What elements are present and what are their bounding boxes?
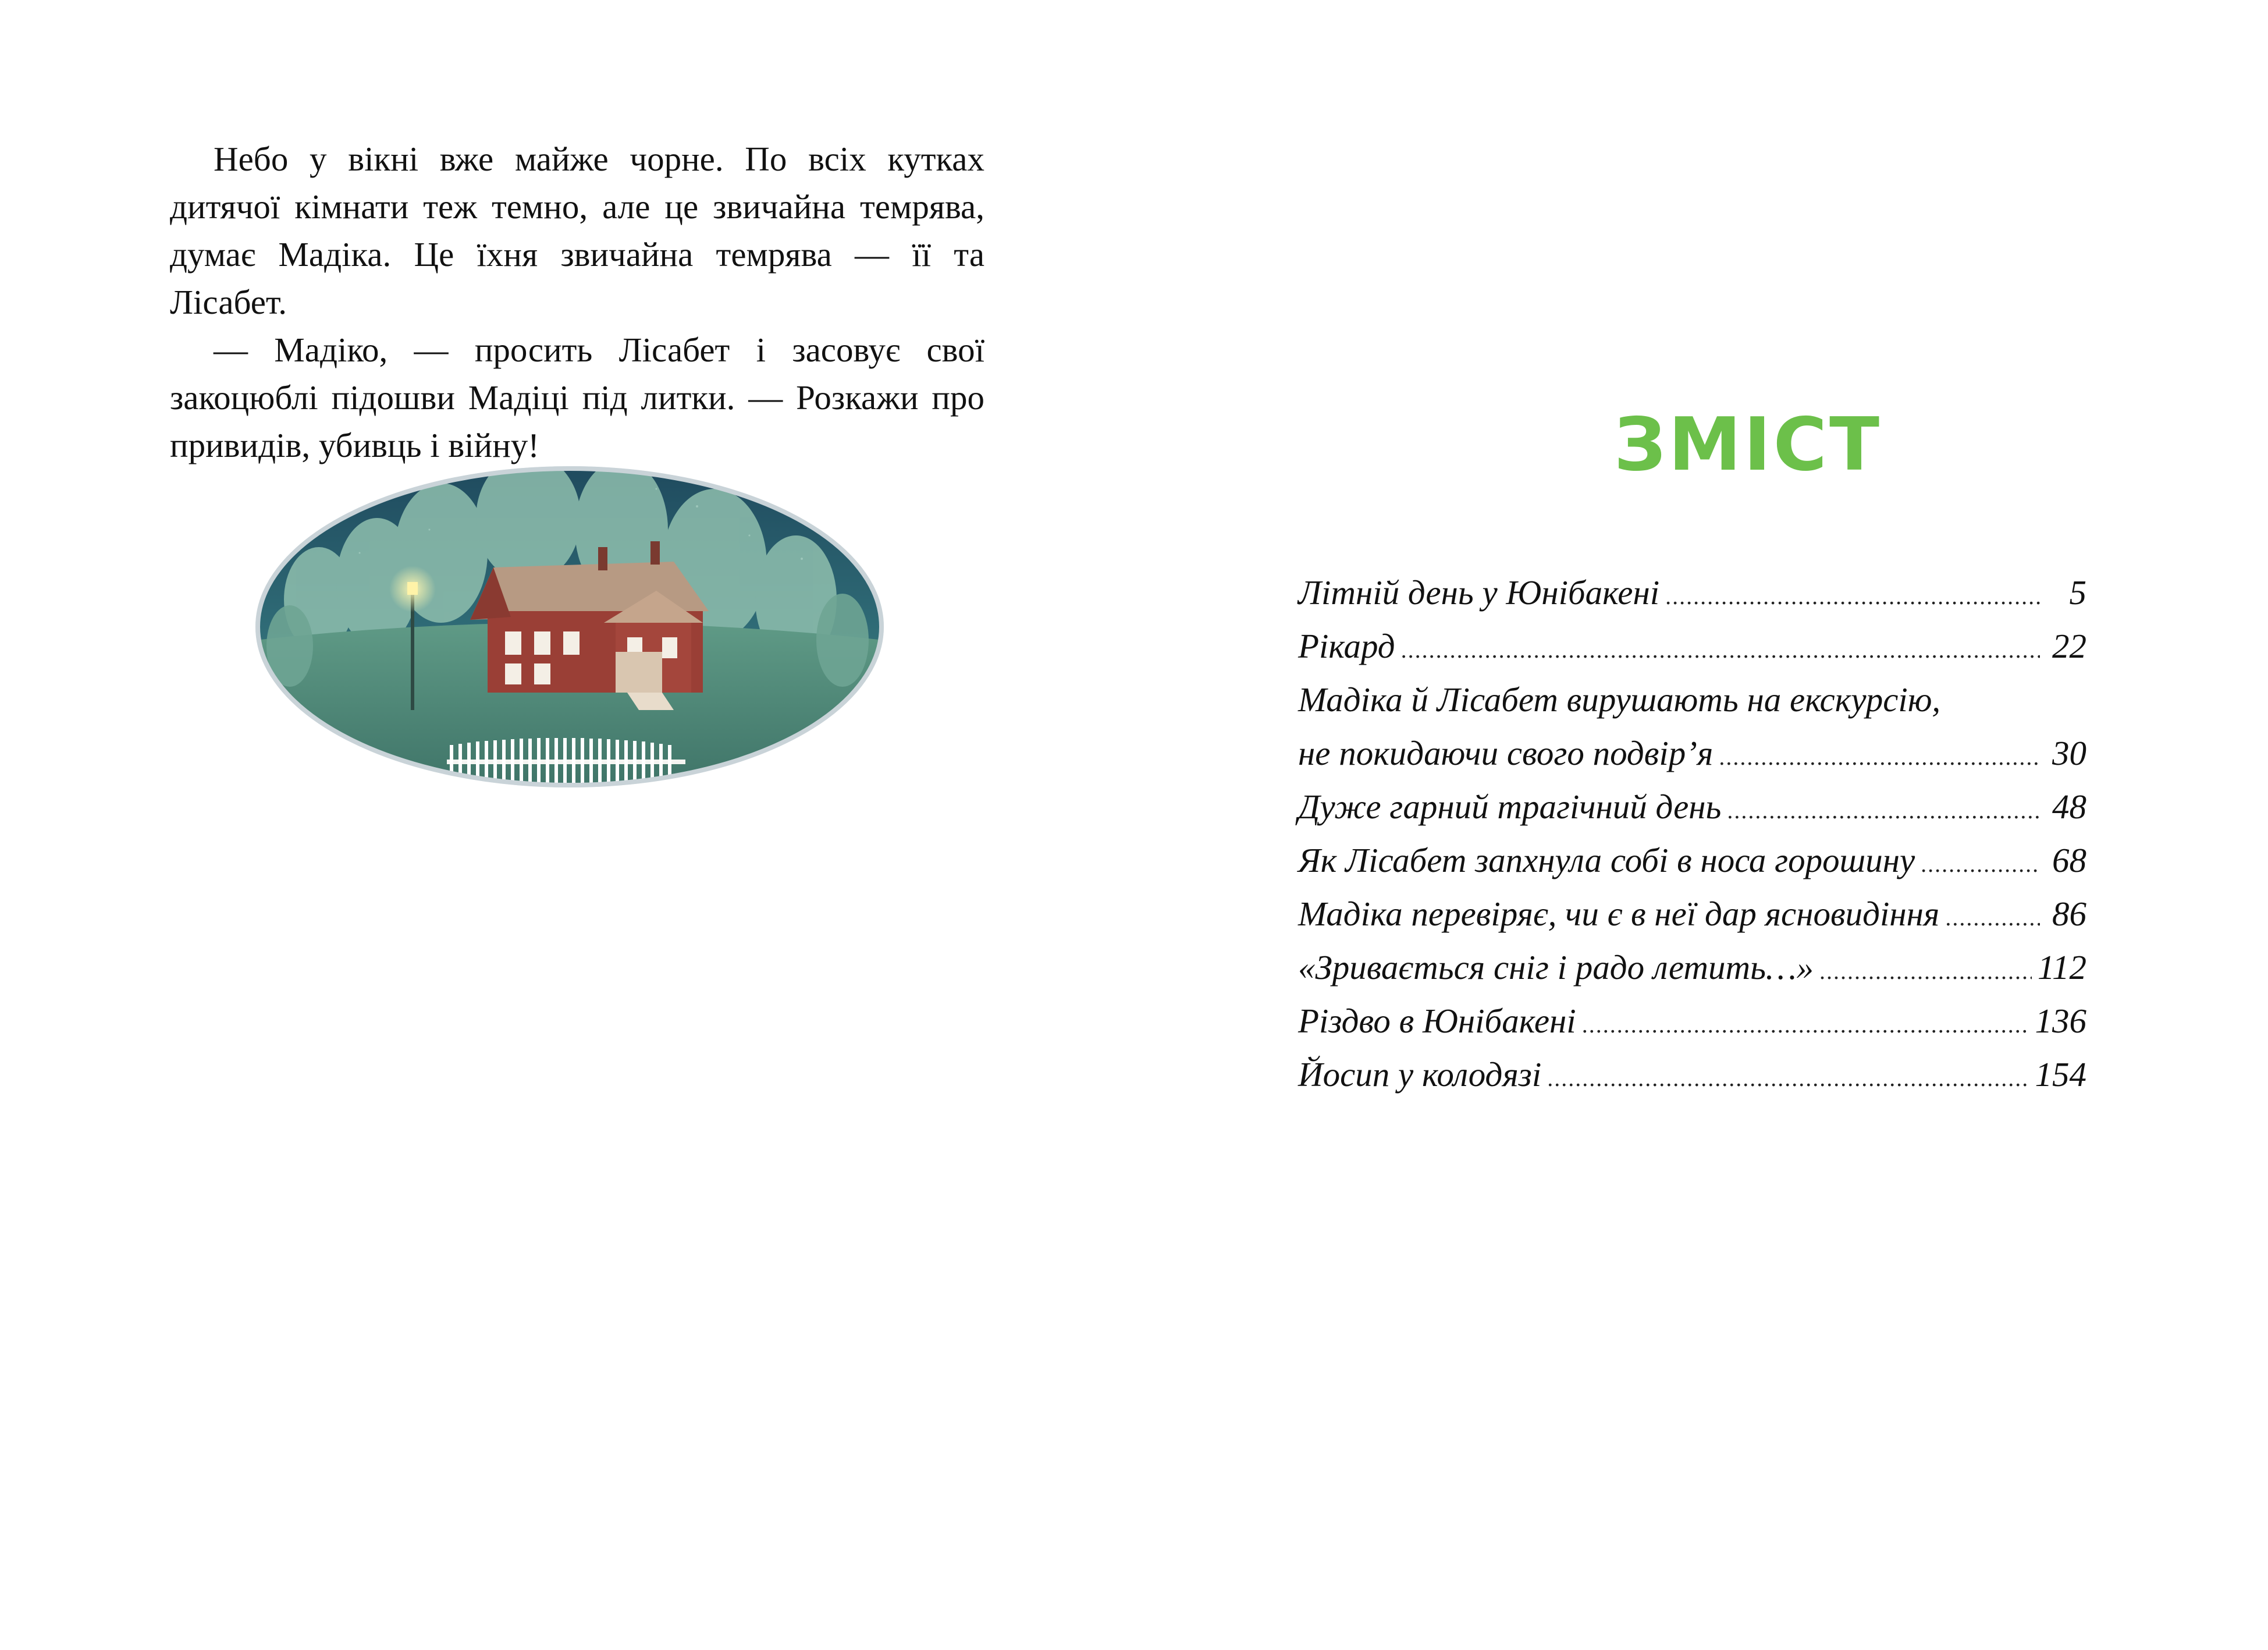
toc-entry-page: 68 — [2052, 841, 2086, 879]
toc-entry[interactable] — [1298, 840, 2086, 894]
toc-entry-page: 48 — [2052, 787, 2086, 826]
toc-entry[interactable] — [1298, 626, 2086, 680]
paragraph: Небо у вікні вже майже чорне. По всіх кутках дитячої кімнати теж темно, але це звичайна темрява, думає Мадіка. Це їхня звичайна темрява — її та Лісабет. — [170, 140, 984, 321]
toc-entry-page: 86 — [2052, 895, 2086, 933]
toc-entry-title: Йосип у колодязі — [1298, 1055, 1542, 1094]
toc-entry-page: 154 — [2035, 1055, 2086, 1094]
toc-entry[interactable] — [1298, 1055, 2086, 1108]
house-at-night-illustration — [255, 466, 884, 788]
toc-entry-title: «Зривається сніг і радо летить…» — [1298, 948, 1814, 987]
page-title: ЗМІСТ — [1613, 402, 1882, 487]
toc-entry[interactable] — [1298, 1001, 2086, 1055]
toc-entry-title: Мадіка перевіряє, чи є в неї дар ясновидіння — [1298, 895, 1940, 933]
dot-leader — [1547, 1055, 2029, 1095]
dot-leader — [1921, 840, 2040, 881]
dot-leader — [1719, 733, 2040, 773]
dot-leader — [1401, 626, 2040, 666]
dot-leader — [1665, 573, 2040, 613]
dot-leader — [1582, 1001, 2029, 1041]
right-page — [1134, 0, 2268, 1650]
toc-entry[interactable] — [1298, 733, 2086, 787]
toc-entry[interactable] — [1298, 680, 2086, 733]
dot-leader — [1727, 787, 2040, 827]
toc-entry-title: Літній день у Юнібакені — [1298, 573, 1660, 612]
toc-entry-title: Рікард — [1298, 627, 1395, 665]
toc-entry[interactable] — [1298, 894, 2086, 948]
toc-entry-title: Як Лісабет запхнула собі в носа горошину — [1298, 841, 1915, 879]
toc-entry-title: Різдво в Юнібакені — [1298, 1002, 1576, 1040]
toc-heading — [1294, 402, 2202, 487]
toc-entry-title: Мадіка й Лісабет вирушають на екскурсію, — [1298, 680, 1941, 719]
toc-entry[interactable] — [1298, 948, 2086, 1001]
dot-leader — [1945, 894, 2040, 934]
toc-entry-page: 30 — [2052, 734, 2086, 772]
dot-leader — [1819, 948, 2032, 988]
toc-entry-page: 112 — [2037, 948, 2086, 987]
toc-entry-title: не покидаючи свого подвір’я — [1298, 734, 1714, 772]
toc-entry[interactable] — [1298, 787, 2086, 840]
toc-entry-title: Дуже гарний трагічний день — [1298, 787, 1722, 826]
body-text — [170, 135, 984, 469]
paragraph: — Мадіко, — просить Лісабет і засовує свої закоцюблі підошви Мадіці під литки. — Розкажи про привидів, убивць і війну! — [170, 331, 984, 464]
toc-entry-page: 5 — [2069, 573, 2086, 612]
table-of-contents — [1298, 573, 2086, 1108]
toc-entry-page: 22 — [2052, 627, 2086, 665]
toc-entry-page: 136 — [2035, 1002, 2086, 1040]
toc-entry[interactable] — [1298, 573, 2086, 626]
